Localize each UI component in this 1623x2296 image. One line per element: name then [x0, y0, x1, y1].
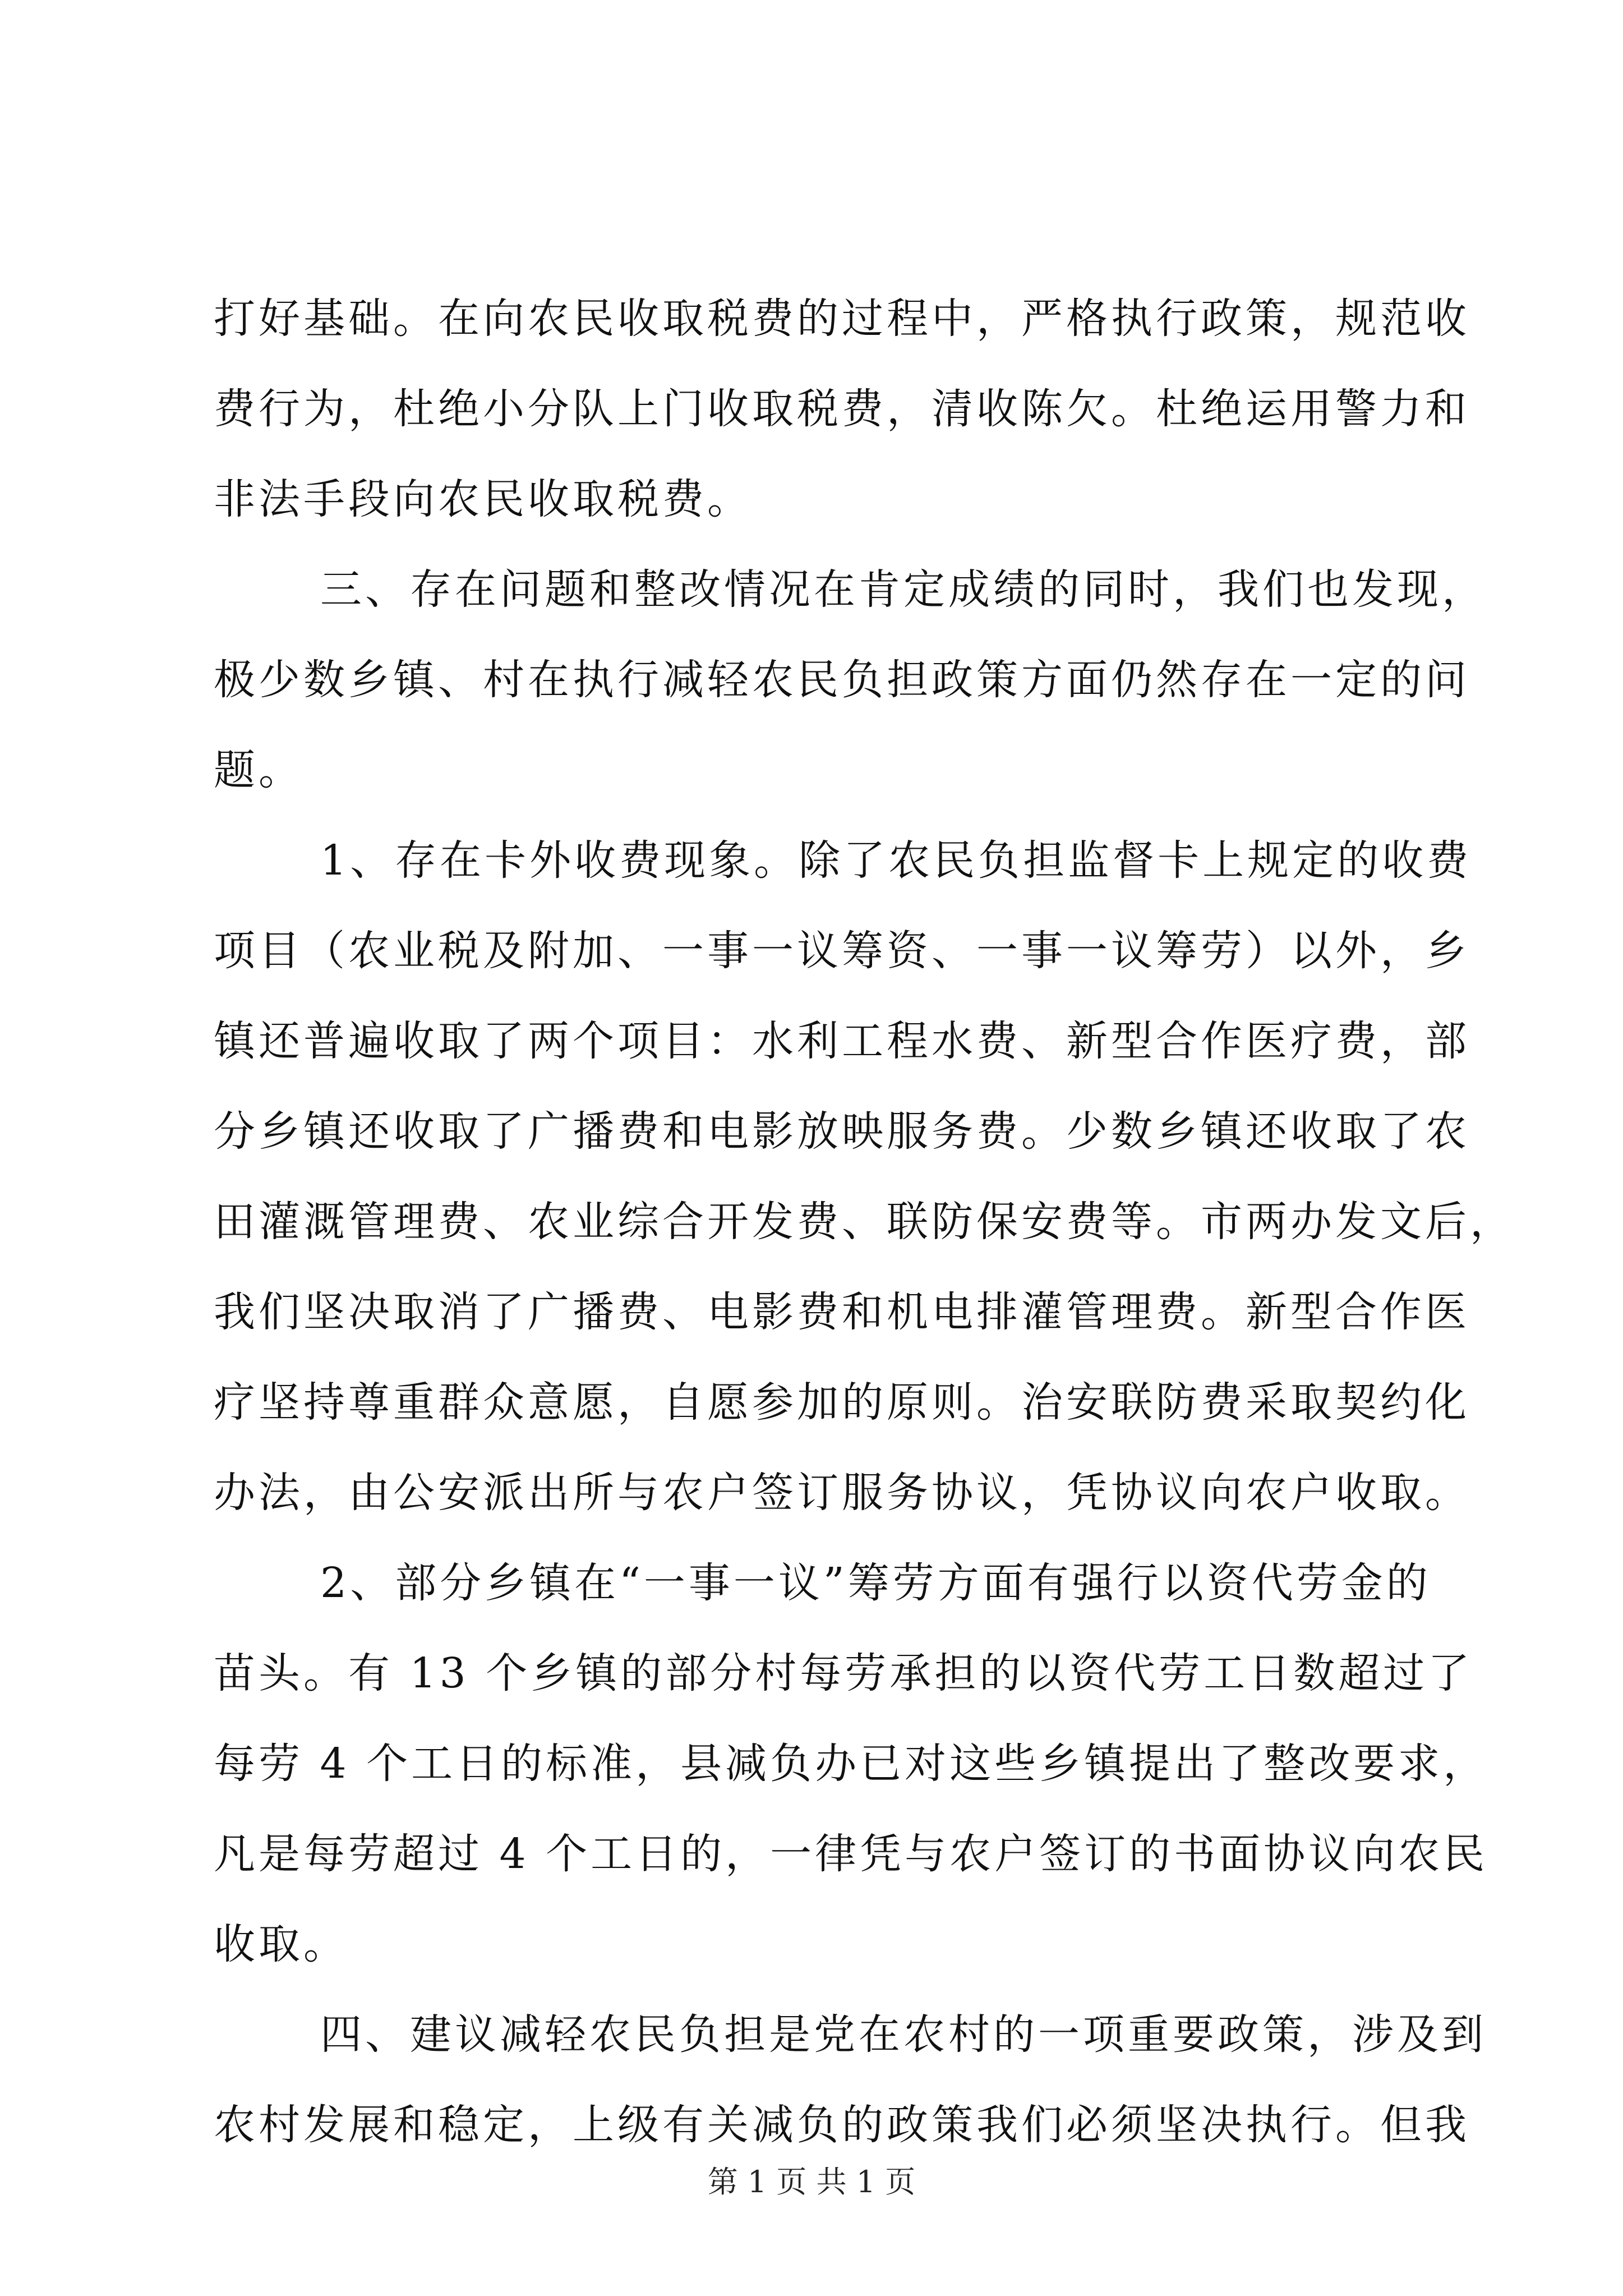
paragraph-line: 镇还普遍收取了两个项目：水利工程水费、新型合作医疗费，部: [214, 1017, 1470, 1065]
page-footer: 第 1 页 共 1 页: [707, 2164, 916, 2200]
paragraph-line: 非法手段向农民收取税费。: [214, 475, 752, 523]
paragraph-line: 费行为，杜绝小分队上门收取税费，清收陈欠。杜绝运用警力和: [214, 385, 1470, 433]
paragraph-line: 苗头。有 13 个乡镇的部分村每劳承担的以资代劳工日数超过了: [214, 1649, 1473, 1697]
paragraph-line: 打好基础。在向农民收取税费的过程中，严格执行政策，规范收: [214, 295, 1470, 343]
paragraph-line: 每劳 4 个工日的标准，县减负办已对这些乡镇提出了整改要求，: [214, 1740, 1488, 1788]
paragraph-line: 项目（农业税及附加、一事一议筹资、一事一议筹劳）以外，乡: [214, 927, 1470, 975]
paragraph-line: 极少数乡镇、村在执行减轻农民负担政策方面仍然存在一定的问: [214, 656, 1470, 704]
paragraph-line: 题。: [214, 746, 303, 794]
paragraph-line: 我们坚决取消了广播费、电影费和机电排灌管理费。新型合作医: [214, 1288, 1470, 1336]
paragraph-line: 办法，由公安派出所与农户签订服务协议，凭协议向农户收取。: [214, 1469, 1470, 1517]
paragraph-line: 收取。: [214, 1920, 348, 1968]
paragraph-line: 疗坚持尊重群众意愿，自愿参加的原则。治安联防费采取契约化: [214, 1378, 1470, 1427]
paragraph-line: 分乡镇还收取了广播费和电影放映服务费。少数乡镇还收取了农: [214, 1107, 1470, 1156]
paragraph-line: 1、存在卡外收费现象。除了农民负担监督卡上规定的收费: [320, 836, 1472, 885]
paragraph-line: 三、存在问题和整改情况在肯定成绩的同时，我们也发现，: [320, 565, 1487, 614]
paragraph-line: 凡是每劳超过 4 个工日的，一律凭与农户签订的书面协议向农民: [214, 1830, 1488, 1878]
paragraph-line: 农村发展和稳定，上级有关减负的政策我们必须坚决执行。但我: [214, 2101, 1470, 2149]
paragraph-line: 田灌溉管理费、农业综合开发费、联防保安费等。市两办发文后，: [214, 1198, 1515, 1246]
paragraph-line: 四、建议减轻农民负担是党在农村的一项重要政策，涉及到: [320, 2010, 1487, 2059]
paragraph-line: 2、部分乡镇在“一事一议”筹劳方面有强行以资代劳金的: [320, 1559, 1431, 1607]
